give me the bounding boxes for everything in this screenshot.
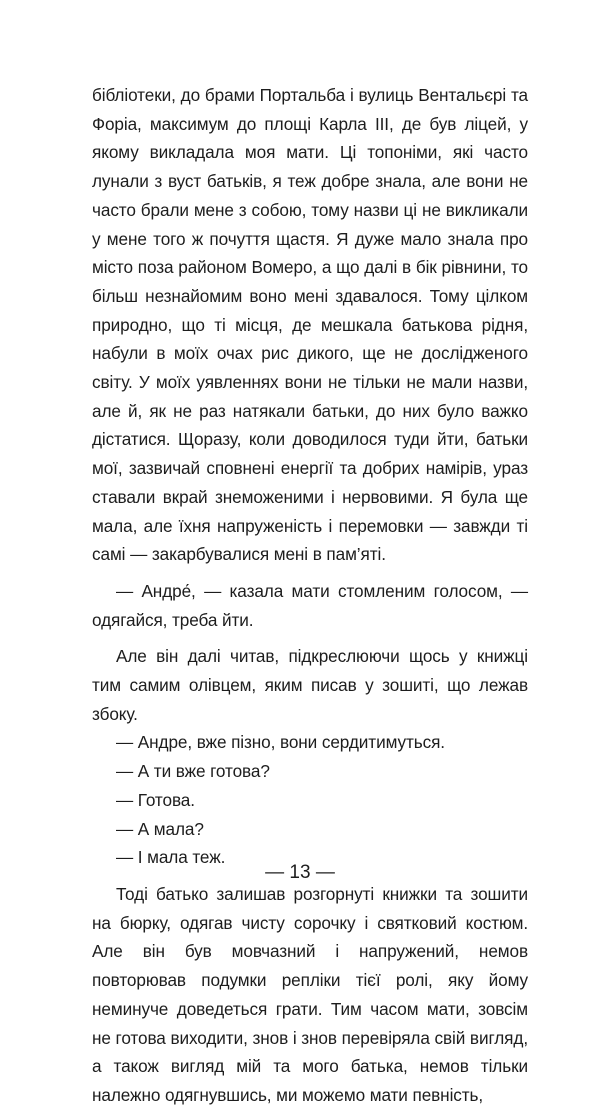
dialog-line-6: — І мала теж. bbox=[116, 847, 226, 868]
dialog-line-3: — А ти вже готова? bbox=[116, 761, 270, 782]
paragraph-gap bbox=[92, 634, 528, 642]
paragraph-gap bbox=[92, 569, 528, 577]
dialog-line-4: — Готова. bbox=[116, 789, 195, 810]
dialog-line-2: — Андре, вже пізно, вони сердитимуться. bbox=[116, 732, 445, 753]
dialog-line-1: — Андре́, — казала мати стомленим голосом, — одягайся, треба йти. bbox=[92, 580, 528, 630]
paragraph-2: Але він далі читав, підкреслюючи щось у книжці тим самим олівцем, яким писав у зошиті, що лежав збоку. bbox=[92, 646, 528, 724]
page-number: — 13 — bbox=[265, 862, 335, 883]
page-body bbox=[92, 81, 528, 1110]
paragraph-3: Тоді батько залишав розгорнуті книжки та зошити на бюрку, одягав чисту сорочку і святковий костюм. Але він був мовчазний і напружений, немов повторював подумки репліки тієї ролі, яку йому неминуче доведеться грати. Тим часом мати, зовсім не готова виходити, знов і знов перевіряла свій вигляд, а також вигляд мій та мого батька, немов тільки належно одягнувшись, ми можемо мати певність, bbox=[92, 883, 528, 1105]
dialog-line-5: — А мала? bbox=[116, 818, 204, 839]
paragraph-1: бібліотеки, до брами Портальба і вулиць Вентальєрі та Форіа, максимум до площі Карла III, де був ліцей, у якому викладала моя мати. Ці топоніми, які часто лунали з вуст батьків, я теж добре знала, але вони не часто брали мене з собою, тому назви ці не викликали у мене того ж почуття щастя. Я дуже мало знала про місто поза районом Вомеро, а що далі в бік рівнини, то більш незнайомим воно мені здавалося. Тому цілком природно, що ті місця, де мешкала батькова рідня, набули в моїх очах рис дикого, ще не дослідженого світу. У моїх уявленнях вони не тільки не мали назви, але й, як не раз натякали батьки, до них було важко дістатися. Щоразу, коли доводилося туди йти, батьки мої, зазвичай сповнені енергії та добрих намірів, ураз ставали вкрай знеможеними і нервовими. Я була ще мала, але їхня напруженість і перемовки — завжди ті самі — закарбувалися мені в пам’яті. bbox=[92, 85, 528, 565]
